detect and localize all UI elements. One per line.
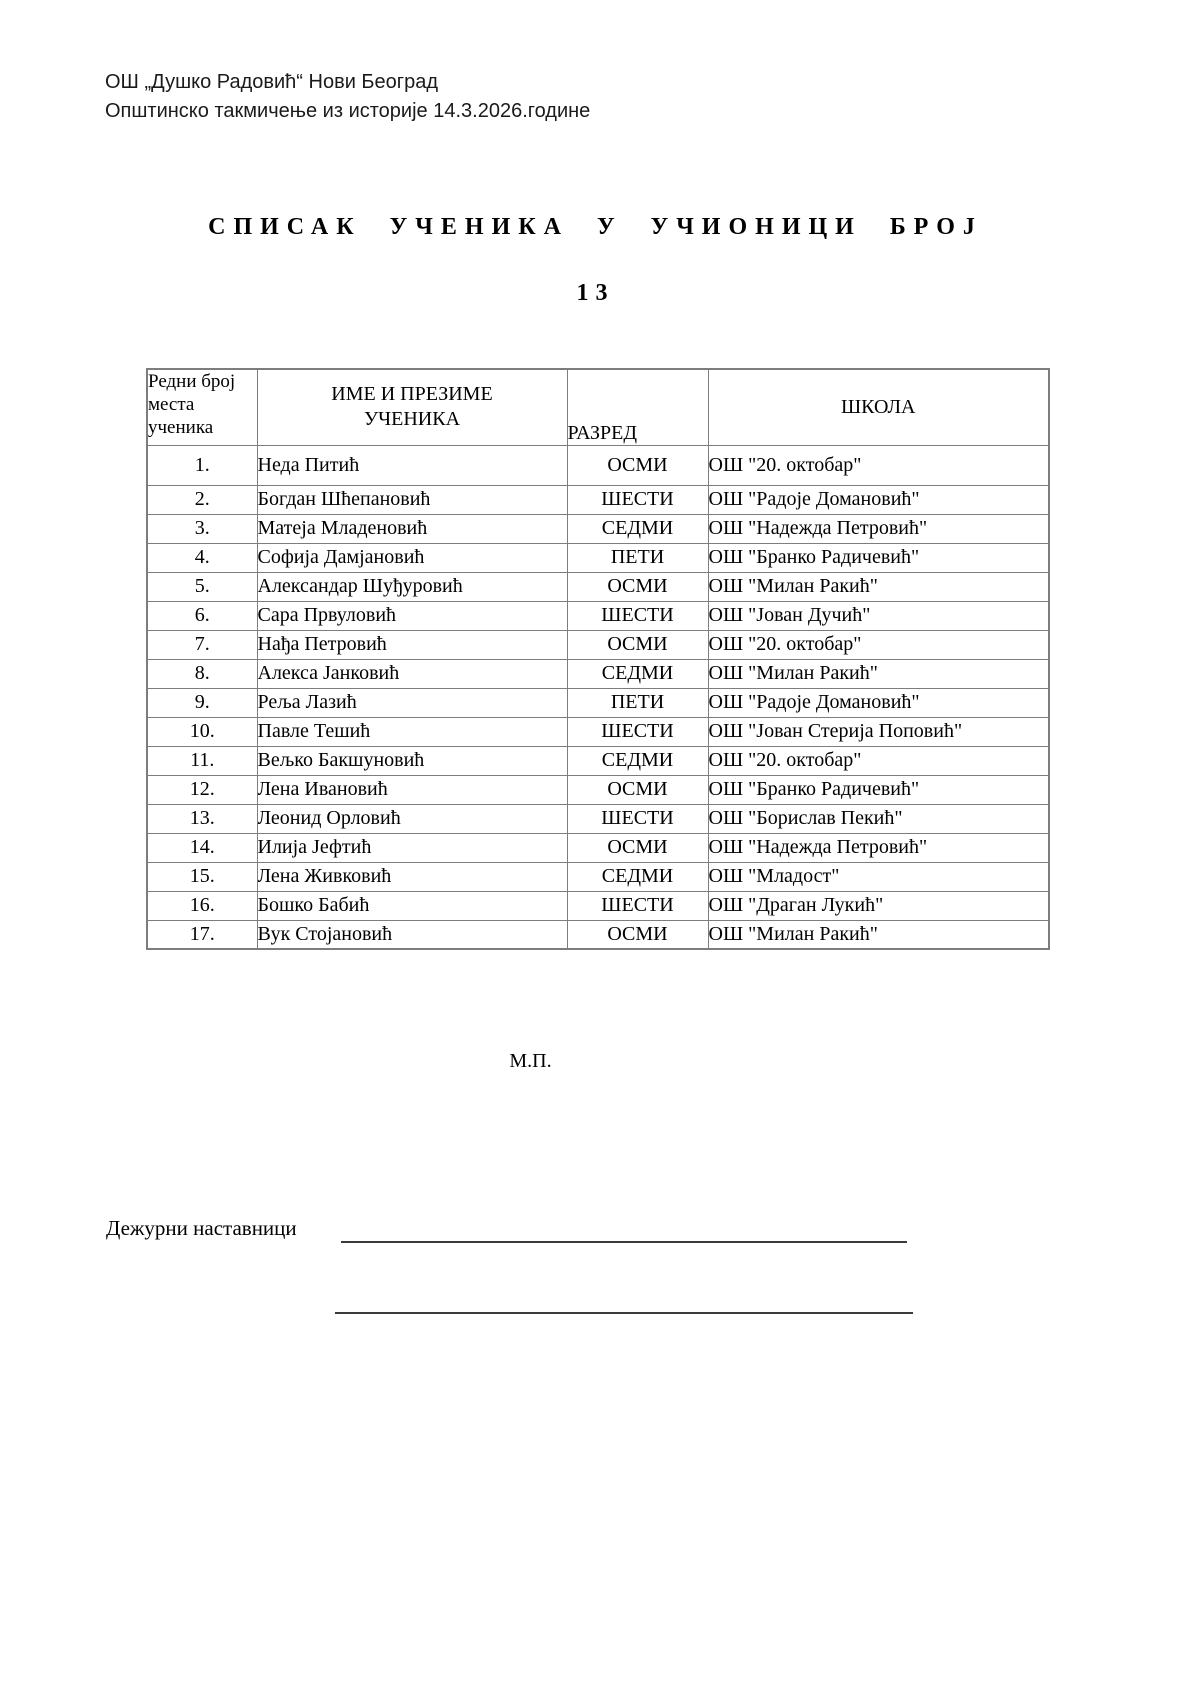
table-header-row	[147, 369, 1049, 445]
table-row	[147, 717, 1049, 746]
row-number-cell: 2.	[147, 485, 257, 514]
grade-cell: ШЕСТИ	[567, 601, 708, 630]
row-number-cell: 4.	[147, 543, 257, 572]
row-number-cell: 1.	[147, 445, 257, 485]
school-name: ОШ „Душко Радовић“ Нови Београд	[105, 71, 439, 93]
row-number-cell: 8.	[147, 659, 257, 688]
grade-cell: СЕДМИ	[567, 862, 708, 891]
student-name-cell: Богдан Шћепановић	[257, 485, 567, 514]
row-number-cell: 3.	[147, 514, 257, 543]
school-cell: ОШ "Милан Ракић"	[708, 920, 1049, 949]
column-header-school: ШКОЛА	[708, 369, 1049, 445]
column-header-ordinal-line2: места	[148, 394, 195, 415]
student-name-cell: Сара Првуловић	[257, 601, 567, 630]
grade-cell: ШЕСТИ	[567, 485, 708, 514]
grade-cell: ШЕСТИ	[567, 717, 708, 746]
table-row	[147, 543, 1049, 572]
table-row	[147, 630, 1049, 659]
column-header-name-line2: УЧЕНИКА	[363, 408, 461, 431]
school-cell: ОШ "Надежда Петровић"	[708, 833, 1049, 862]
row-number-cell: 17.	[147, 920, 257, 949]
grade-cell: СЕДМИ	[567, 659, 708, 688]
school-cell: ОШ "Борислав Пекић"	[708, 804, 1049, 833]
school-cell: ОШ "Милан Ракић"	[708, 659, 1049, 688]
student-name-cell: Александар Шуђуровић	[257, 572, 567, 601]
table-row	[147, 688, 1049, 717]
grade-cell: ПЕТИ	[567, 543, 708, 572]
signature-line-1	[341, 1217, 907, 1243]
row-number-cell: 13.	[147, 804, 257, 833]
table-body	[147, 445, 1049, 949]
student-name-cell: Бошко Бабић	[257, 891, 567, 920]
row-number-cell: 5.	[147, 572, 257, 601]
grade-cell: ОСМИ	[567, 833, 708, 862]
row-number-cell: 10.	[147, 717, 257, 746]
school-cell: ОШ "Бранко Радичевић"	[708, 775, 1049, 804]
student-name-cell: Неда Питић	[257, 445, 567, 485]
student-name-cell: Алекса Јанковић	[257, 659, 567, 688]
student-name-cell: Лена Ивановић	[257, 775, 567, 804]
student-name-cell: Илија Јефтић	[257, 833, 567, 862]
row-number-cell: 11.	[147, 746, 257, 775]
table-row	[147, 920, 1049, 949]
signature-line-2	[335, 1288, 913, 1314]
table-row	[147, 514, 1049, 543]
school-cell: ОШ "Радоје Домановић"	[708, 688, 1049, 717]
table-row	[147, 804, 1049, 833]
grade-cell: ПЕТИ	[567, 688, 708, 717]
document-header	[105, 68, 590, 126]
school-cell: ОШ "Радоје Домановић"	[708, 485, 1049, 514]
school-cell: ОШ "20. октобар"	[708, 630, 1049, 659]
student-name-cell: Матеја Младеновић	[257, 514, 567, 543]
student-name-cell: Софија Дамјановић	[257, 543, 567, 572]
grade-cell: ОСМИ	[567, 572, 708, 601]
school-cell: ОШ "Драган Лукић"	[708, 891, 1049, 920]
student-name-cell: Вук Стојановић	[257, 920, 567, 949]
grade-cell: ШЕСТИ	[567, 804, 708, 833]
page-title: СПИСАК УЧЕНИКА У УЧИОНИЦИ БРОЈ	[208, 214, 983, 240]
student-name-cell: Лена Живковић	[257, 862, 567, 891]
school-cell: ОШ "Милан Ракић"	[708, 572, 1049, 601]
school-cell: ОШ "Јован Стерија Поповић"	[708, 717, 1049, 746]
row-number-cell: 6.	[147, 601, 257, 630]
room-number: 13	[576, 280, 615, 306]
table-row	[147, 445, 1049, 485]
column-header-ordinal	[147, 369, 257, 445]
column-header-ordinal-line1: Редни број	[148, 371, 236, 392]
school-cell: ОШ "Јован Дучић"	[708, 601, 1049, 630]
table-row	[147, 659, 1049, 688]
school-cell: ОШ "Надежда Петровић"	[708, 514, 1049, 543]
column-header-name	[257, 369, 567, 445]
competition-info: Општинско такмичење из историје 14.3.2026.године	[105, 100, 591, 122]
students-table	[146, 368, 1050, 950]
row-number-cell: 12.	[147, 775, 257, 804]
grade-cell: СЕДМИ	[567, 746, 708, 775]
table-row	[147, 833, 1049, 862]
student-name-cell: Нађа Петровић	[257, 630, 567, 659]
table-row	[147, 862, 1049, 891]
row-number-cell: 9.	[147, 688, 257, 717]
table-row	[147, 601, 1049, 630]
column-header-name-line1: ИМЕ И ПРЕЗИМЕ	[331, 383, 493, 406]
school-cell: ОШ "Бранко Радичевић"	[708, 543, 1049, 572]
table-row	[147, 775, 1049, 804]
grade-cell: ОСМИ	[567, 630, 708, 659]
student-name-cell: Вељко Бакшуновић	[257, 746, 567, 775]
grade-cell: ОСМИ	[567, 775, 708, 804]
row-number-cell: 16.	[147, 891, 257, 920]
table-row	[147, 746, 1049, 775]
column-header-grade: РАЗРЕД	[567, 369, 708, 445]
row-number-cell: 15.	[147, 862, 257, 891]
school-cell: ОШ "20. октобар"	[708, 746, 1049, 775]
student-name-cell: Леонид Орловић	[257, 804, 567, 833]
student-name-cell: Павле Тешић	[257, 717, 567, 746]
student-name-cell: Реља Лазић	[257, 688, 567, 717]
table-row	[147, 572, 1049, 601]
grade-cell: ОСМИ	[567, 920, 708, 949]
teachers-on-duty-label: Дежурни наставници	[106, 1216, 297, 1240]
grade-cell: ОСМИ	[567, 445, 708, 485]
row-number-cell: 7.	[147, 630, 257, 659]
table-row	[147, 485, 1049, 514]
stamp-placeholder: М.П.	[509, 1050, 552, 1072]
school-cell: ОШ "Младост"	[708, 862, 1049, 891]
grade-cell: СЕДМИ	[567, 514, 708, 543]
table-row	[147, 891, 1049, 920]
school-cell: ОШ "20. октобар"	[708, 445, 1049, 485]
grade-cell: ШЕСТИ	[567, 891, 708, 920]
row-number-cell: 14.	[147, 833, 257, 862]
column-header-ordinal-line3: ученика	[148, 417, 214, 438]
